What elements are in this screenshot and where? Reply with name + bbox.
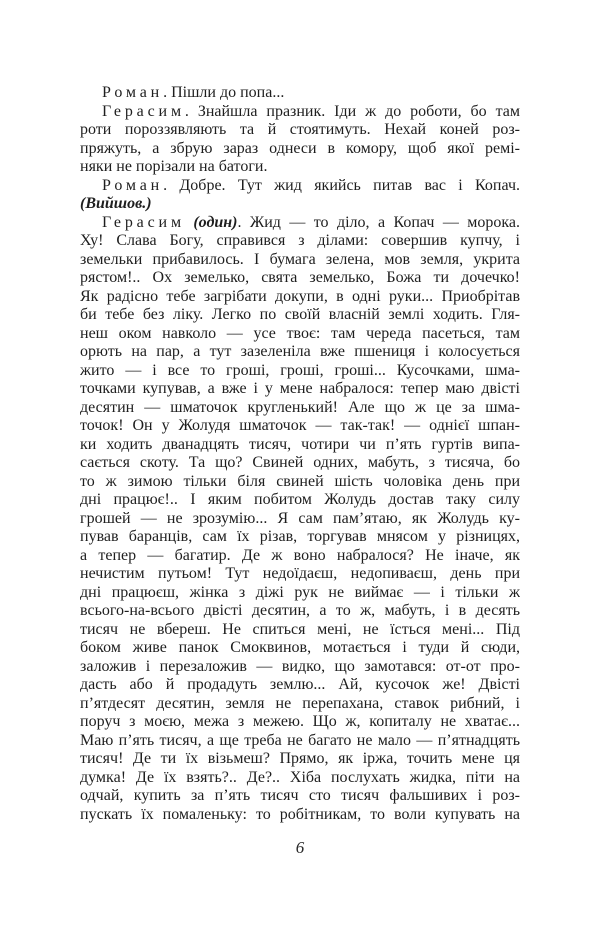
text-line <box>80 602 520 621</box>
text-run: ки ходить дванадцять тисяч, чотири чи п’ять гуртів випа- <box>80 435 520 453</box>
text-line <box>80 214 520 233</box>
text-run: рястом!.. Ох земелько, свята земелько, Божа ти дочечко! <box>80 269 520 286</box>
text-run: думка! Де їх взять?.. Де?.. Хіба послухать жидка, піти на <box>80 768 520 786</box>
text-run: дні працює!.. І яким побитом Жолудь достав таку силу <box>80 491 520 508</box>
text-line <box>80 325 520 344</box>
text-line <box>80 528 520 547</box>
speaker-name: Роман <box>102 176 164 194</box>
text-line <box>80 491 520 510</box>
text-line <box>80 177 520 196</box>
stage-direction: (один) <box>193 213 238 231</box>
text-run: боком живе панок Смоквинов, мотається і туди й сюди, <box>80 639 520 656</box>
text-line <box>80 565 520 584</box>
text-line <box>80 306 520 325</box>
text-line <box>80 473 520 492</box>
text-run: пряжуть, а збрую зараз однеси в комору, щоб якої ремі- <box>80 139 520 157</box>
paragraph <box>80 177 520 214</box>
text-line <box>80 454 520 473</box>
paragraph <box>80 214 520 825</box>
paragraph <box>80 103 520 177</box>
text-line <box>80 84 520 103</box>
text-run: поруч з моєю, межа з межею. Що ж, копиталу не хватає... <box>80 713 520 730</box>
text-line <box>80 436 520 455</box>
text-run: заложив і перезаложив — видко, що замотався: от-от про- <box>80 657 520 675</box>
text-run: жито — і все то гроші, гроші, гроші... Кусочками, шма- <box>80 361 520 379</box>
text-run: а тепер — багатир. Де ж воно набралося? Не іначе, як <box>80 546 520 564</box>
text-line <box>80 713 520 732</box>
text-line <box>80 676 520 695</box>
text-run: . Пішли до попа... <box>163 84 285 101</box>
text-run: десятин — шматочок кругленький! Але що ж це за шма- <box>80 398 520 416</box>
text-line <box>80 732 520 751</box>
text-line <box>80 343 520 362</box>
text-line <box>80 121 520 140</box>
text-run: сається скоту. Та що? Свиней одних, мабуть, з тисяча, бо <box>80 454 520 471</box>
text-run: дасть або й продадуть землю... Ай, кусочок же! Двісті <box>80 676 520 693</box>
text-run: орють на пар, а тут зазеленіла вже пшениця і колосується <box>80 343 520 360</box>
text-line <box>80 750 520 769</box>
text-run: дні працюєш, жінка з діжі рук не виймає — і тільки ж <box>80 583 520 601</box>
text-line <box>80 510 520 529</box>
text-line <box>80 158 520 177</box>
text-line <box>80 695 520 714</box>
text-line <box>80 417 520 436</box>
text-run: няки не порізали на батоги. <box>80 158 268 175</box>
text-run: точок! Он у Жолудя шматочок — так-так! — однієї шпан- <box>80 417 520 434</box>
text-run: точками купував, а вже і у мене набралося: тепер маю двісті <box>80 380 520 397</box>
text-line <box>80 621 520 640</box>
text-run: грошей — не зрозумію... Я сам пам’ятаю, як Жолудь ку- <box>80 509 520 527</box>
text-run: пував баранців, сам їх різав, торгував мнясом у різницях, <box>80 528 520 545</box>
text-line <box>80 288 520 307</box>
text-line <box>80 362 520 381</box>
text-run: неш оком навколо — усе твоє: там череда пасеться, там <box>80 324 520 342</box>
text-run: всього-на-всього двісті десятин, а то ж, мабуть, і в десять <box>80 602 520 619</box>
paragraph <box>80 84 520 103</box>
text-line <box>80 380 520 399</box>
text-line <box>80 806 520 825</box>
text-line <box>80 769 520 788</box>
text-run: Як радісно тебе загрібати докупи, в одні руки... Приобрітав <box>80 287 520 305</box>
text-run: тисяч не вбереш. Не спиться мені, не їсться мені... Під <box>80 620 520 638</box>
text-run: . Жид — то діло, а Копач — морока. <box>237 213 520 231</box>
text-line <box>80 232 520 251</box>
text-block <box>80 84 520 824</box>
text-line <box>80 584 520 603</box>
text-line <box>80 140 520 159</box>
text-run: нечистим путьом! Тут недоїдаєш, недопиваєш, день при <box>80 565 520 582</box>
text-line <box>80 251 520 270</box>
text-run: пускать їх помаленьку: то робітникам, то воли купувать на <box>80 805 520 823</box>
text-run: . Знайшла празник. Іди ж до роботи, бо там <box>184 102 520 120</box>
text-line <box>80 547 520 566</box>
text-run: Ху! Слава Богу, справився з ділами: совершив купчу, і <box>80 232 520 249</box>
text-line <box>80 639 520 658</box>
page-number: 6 <box>295 838 305 857</box>
text-line <box>80 658 520 677</box>
text-run: то ж зимою тільки біля свиней шість чоловіка день при <box>80 472 520 490</box>
text-line <box>80 399 520 418</box>
text-line <box>80 103 520 122</box>
speaker-name: Герасим <box>102 213 185 231</box>
text-run: земельки прибавилось. І бумага зелена, мов земля, укрита <box>80 250 520 268</box>
speaker-name: Герасим <box>102 102 185 120</box>
text-run: одчай, купить за п’ять тисяч сто тисяч фальшивих і роз- <box>80 787 520 804</box>
text-run: роти пороззявляють та й стоятимуть. Нехай коней роз- <box>80 121 520 138</box>
text-run: тисяч! Де ти їх візьмеш? Прямо, як іржа, точить мене ця <box>80 750 520 767</box>
text-run: . Добре. Тут жид якийсь питав вас і Копач. <box>163 176 520 194</box>
text-run: би тебе без ліку. Легко по своїй власній землі ходить. Гля- <box>80 306 520 323</box>
text-run: Маю п’ять тисяч, а ще треба не багато не мало — п’ятнадцять <box>80 731 520 749</box>
speaker-name: Роман <box>102 84 164 101</box>
text-line <box>80 195 520 214</box>
text-line <box>80 787 520 806</box>
text-run: п’ятдесят десятин, земля не перепахана, ставок рибний, і <box>80 694 520 712</box>
stage-direction: (Вийшов.) <box>80 195 152 212</box>
text-line <box>80 269 520 288</box>
